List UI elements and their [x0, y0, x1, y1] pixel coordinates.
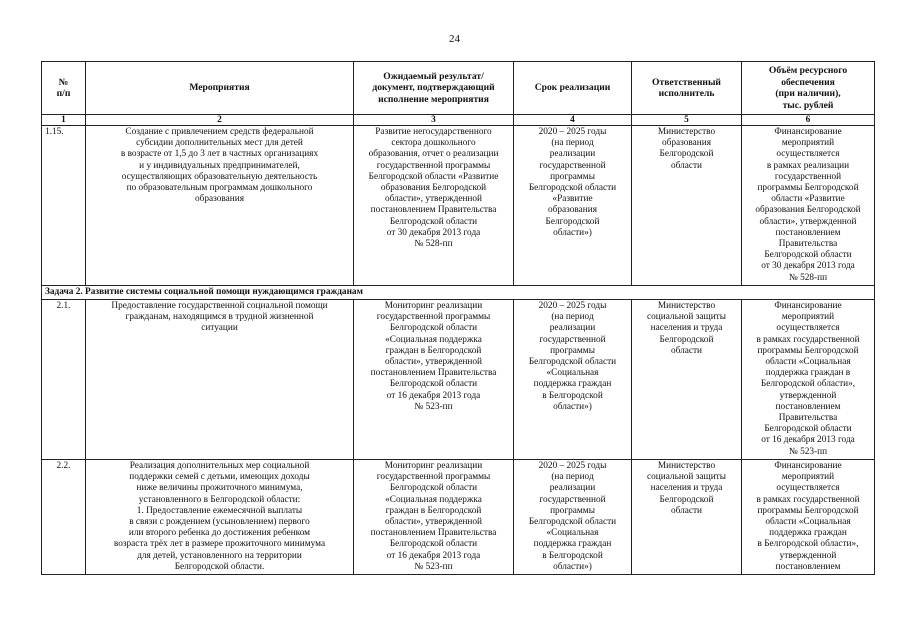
row-term: 2020 – 2025 годы (на период реализации государственной программы Белгородской области «Социальная поддержка граждан в Белгородской области»)	[514, 459, 632, 574]
section-row	[42, 285, 875, 299]
row-result: Развитие негосударственного сектора дошкольного образования, отчет о реализации государственной программы Белгородской области «Развитие образования Белгородской области», утвержденной постановлением Правительства Белгородской области от 30 декабря 2013 года № 528-пп	[354, 126, 514, 286]
table-row	[42, 126, 875, 286]
column-number: 5	[632, 115, 742, 126]
header-activity: Мероприятия	[86, 62, 354, 115]
column-number: 6	[742, 115, 875, 126]
row-number: 2.1.	[42, 300, 86, 460]
header-num: № п/п	[42, 62, 86, 115]
row-activity: Предоставление государственной социальной помощи гражданам, находящимся в трудной жизненной ситуации	[86, 300, 354, 460]
row-executor: Министерство социальной защиты населения и труда Белгородской области	[632, 300, 742, 460]
column-numbers-row	[42, 115, 875, 126]
row-term: 2020 – 2025 годы (на период реализации государственной программы Белгородской области «Социальная поддержка граждан в Белгородской области»)	[514, 300, 632, 460]
row-term: 2020 – 2025 годы (на период реализации государственной программы Белгородской области «Развитие образования Белгородской области»)	[514, 126, 632, 286]
row-result: Мониторинг реализации государственной программы Белгородской области «Социальная поддержка граждан в Белгородской области», утвержденной постановлением Правительства Белгородской области от 16 декабря 2013 года № 523-пп	[354, 300, 514, 460]
column-number: 4	[514, 115, 632, 126]
section-title: Задача 2. Развитие системы социальной помощи нуждающимся гражданам	[42, 285, 875, 299]
header-executor: Ответственный исполнитель	[632, 62, 742, 115]
row-funding: Финансирование мероприятий осуществляется в рамках государственной программы Белгородской области «Социальная поддержка граждан в Белгородской области», утвержденной постановлением Правительства Белгородской области от 16 декабря 2013 года № 523-пп	[742, 300, 875, 460]
row-number: 2.2.	[42, 459, 86, 574]
table-header-row	[42, 62, 875, 115]
page-number: 24	[449, 33, 460, 45]
measures-table	[41, 61, 875, 575]
header-funding: Объём ресурсного обеспечения (при наличии), тыс. рублей	[742, 62, 875, 115]
table-row	[42, 459, 875, 574]
column-number: 2	[86, 115, 354, 126]
row-executor: Министерство образования Белгородской области	[632, 126, 742, 286]
row-executor: Министерство социальной защиты населения и труда Белгородской области	[632, 459, 742, 574]
table-row	[42, 300, 875, 460]
row-funding: Финансирование мероприятий осуществляется в рамках государственной программы Белгородской области «Социальная поддержка граждан в Белгородской области», утвержденной постановлением	[742, 459, 875, 574]
header-result: Ожидаемый результат/ документ, подтверждающий исполнение мероприятия	[354, 62, 514, 115]
header-term: Срок реализации	[514, 62, 632, 115]
row-funding: Финансирование мероприятий осуществляется в рамках реализации государственной программы Белгородской области «Развитие образования Белгородской области», утвержденной постановлением Правительства Белгородской области от 30 декабря 2013 года № 528-пп	[742, 126, 875, 286]
column-number: 3	[354, 115, 514, 126]
row-activity: Создание с привлечением средств федеральной субсидии дополнительных мест для детей в возрасте от 1,5 до 3 лет в частных организациях и у индивидуальных предпринимателей, осуществляющих образовательную деятельность по образовательным программам дошкольного образования	[86, 126, 354, 286]
row-activity: Реализация дополнительных мер социальной поддержки семей с детьми, имеющих доходы ниже величины прожиточного минимума, установленного в Белгородской области: 1. Предоставление ежемесячной выплаты в связи с рождением (усыновлением) первого или второго ребенка до достижения ребенком возраста трёх лет в размере прожиточного минимума для детей, установленного на территории Белгородской области.	[86, 459, 354, 574]
column-number: 1	[42, 115, 86, 126]
row-result: Мониторинг реализации государственной программы Белгородской области «Социальная поддержка граждан в Белгородской области», утвержденной постановлением Правительства Белгородской области от 16 декабря 2013 года № 523-пп	[354, 459, 514, 574]
row-number: 1.15.	[42, 126, 86, 286]
